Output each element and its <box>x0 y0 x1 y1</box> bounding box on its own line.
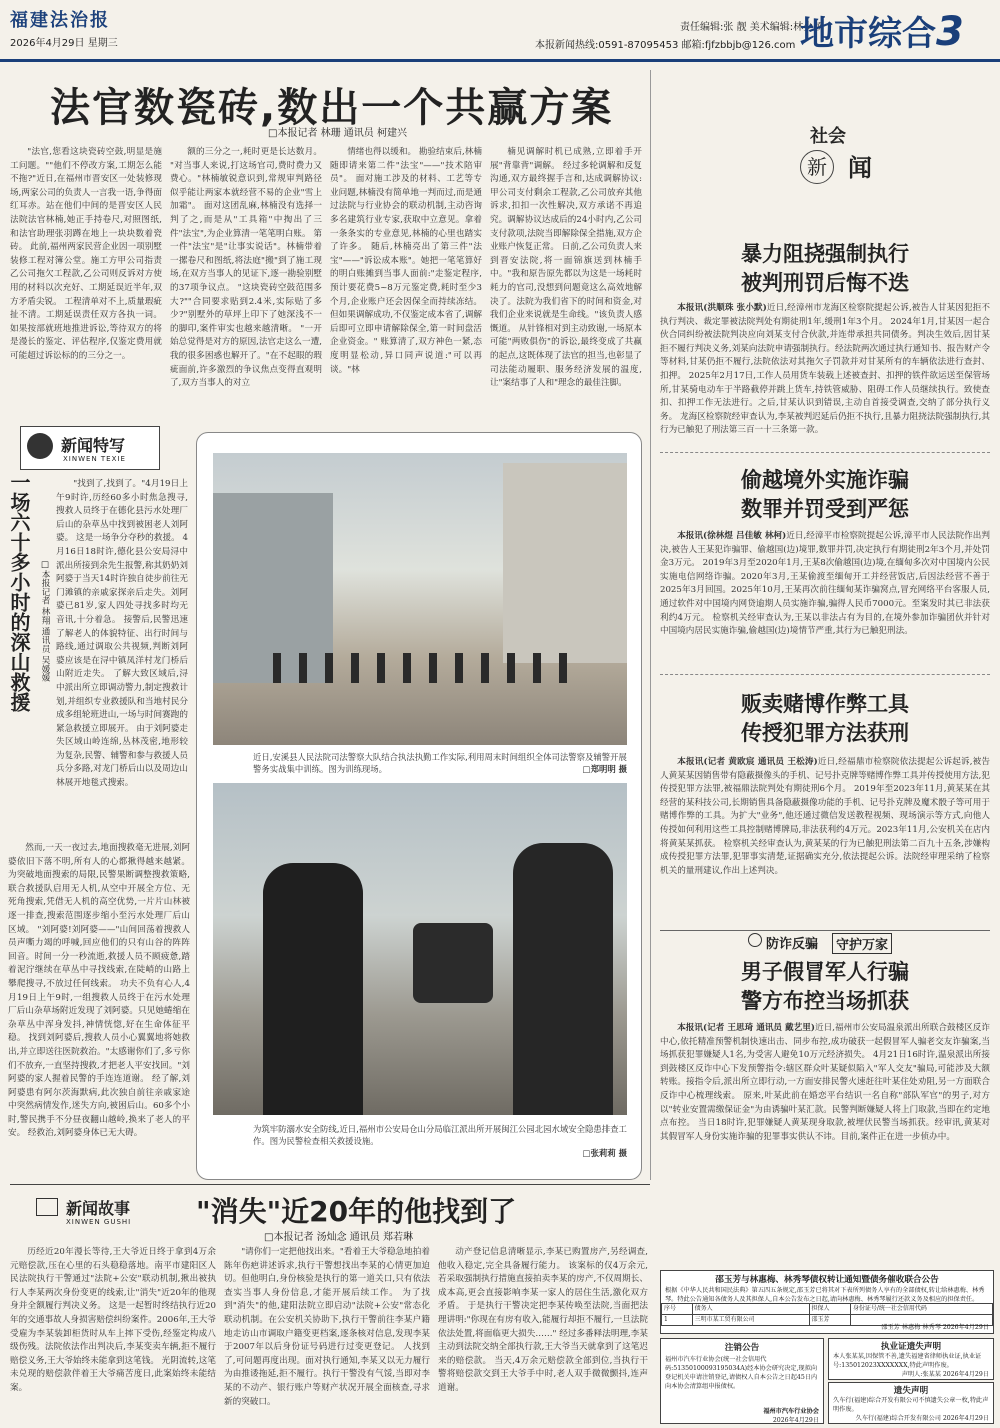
feature-column-bottom <box>8 842 190 1172</box>
column-divider <box>650 70 651 1180</box>
divider <box>660 452 990 453</box>
feature-column-top <box>56 478 188 838</box>
a4-headline-line1: 男子假冒军人行骗 <box>741 960 909 984</box>
news-label-b: 闻 <box>848 154 872 182</box>
notice-text: 福州市汽车行业协会(统一社会信用代码:51350100093195034A)经本协会研究决定,现拟向登记机关申请注销登记,请债权人自本公告之日起45日内向本协会清算组申报债权。 <box>665 1356 818 1390</box>
society-label: 社会 <box>810 126 846 147</box>
notice-date: 2026年4月29日 <box>942 1324 989 1331</box>
table-cell: 邵玉芳 <box>809 1315 850 1326</box>
water-safety-photo <box>213 783 627 1115</box>
top-photo-caption: 近日,安溪县人民法院司法警察大队结合执法执勤工作实际,利用周末时间组织全体司法警察及辅警开展警务实战集中训练。图为训练现场。 <box>253 752 627 774</box>
book-icon <box>36 1198 58 1216</box>
notice-signature: 福州市汽车行业协会 <box>763 1408 819 1415</box>
table-cell: 1 <box>662 1315 693 1326</box>
shield-icon <box>748 933 762 947</box>
story-col1-text: 历经近20年漫长等待,王大爷近日终于拿到4万余元赔偿款,压在心里的石头稳稳落地。南平市建阳区人民法院执行干警通过"法院+公安"联动机制,揪出被执行人李某两次身份变更的线索,让"消失"近20年的他现身并全额履行判决义务。 这是一起暂时终结执行近20年的交通事故人身损害赔偿纠纷案件。2006年,王大爷受雇为李某装卸柜货时从车上摔下受伤,经鉴定构成八级伤残。法院依法作出判决后,李某变卖车辆,拒不履行赔偿义务,王大爷始终未能拿到这笔钱。 光阴流转,这笔未兑现的赔偿款伴着王大爷痛苦度日,此案始终未能结案。 <box>10 1247 216 1393</box>
feature-byline: □本报记者 林翔 通讯员 吴媛媛 <box>40 560 50 682</box>
notice-signature-name: 声明人:张某某 <box>901 1371 941 1378</box>
deregistration-notice <box>660 1338 824 1424</box>
story-byline: □本报记者 汤灿念 通讯员 郑若琳 <box>264 1232 413 1243</box>
notice-signature <box>829 1414 993 1423</box>
feature-badge-subtitle: XINWEN TEXIE <box>63 455 126 463</box>
seal-loss-notice <box>828 1382 994 1424</box>
a2-body <box>660 530 990 666</box>
news-label-a: 新 <box>800 150 834 184</box>
officer-left <box>263 863 363 1115</box>
photo-frame <box>196 432 642 1180</box>
a3-body <box>660 756 990 916</box>
fraud-badge-subtitle: 守护万家 <box>832 933 892 954</box>
story-badge <box>36 1194 166 1234</box>
a3-headline-line1: 贩卖赌博作弊工具 <box>741 692 909 716</box>
a2-headline <box>660 466 990 524</box>
lead-column-4 <box>490 146 642 418</box>
fraud-section-bar <box>660 930 990 956</box>
notice-text: 本人张某某,因保管不善,遗失福建省律师执业证,执业证号:135012023XXXXXXX,特此声明作废。 <box>833 1353 982 1369</box>
lead-byline: □本报记者 林珊 通讯员 柯建兴 <box>268 128 407 139</box>
notice-signature-name: 久车行(福建)综合开发有限公司 <box>855 1415 941 1422</box>
a1-body <box>660 302 990 444</box>
feature-bottom-text: 然而,一天一夜过去,地面搜救毫无进展,刘阿婆依旧下落不明,所有人的心都揪得越来越紧。为突破地面搜索的局限,民警果断调整搜救策略,联合救援队启用无人机,从空中开展全方位、无死角搜索,凭借无人机的高空优势,一片片山林被逐一排查,搜索范围逐步缩小至污水处理厂后山区域。 "刘阿婆!刘阿婆——"山间回荡着搜救人员声嘶力竭的呼喊,回应他们的只有山谷的阵阵回音。时间一分一秒流逝,救援人员不顾疲惫,踏着泥泞继续在草丛中寻找线索,在陡峭的山路上攀爬搜寻,不放过任何线索。 功夫不负有心人,4月19日上午9时,一组搜救人员终于在污水处理厂后山杂草场附近发现了刘阿婆。只见她蜷缩在杂草丛中浑身发抖,神情恍惚,好在生命体征平稳。 找到刘阿婆后,搜救人员小心翼翼地将她救出,并立即送往医院救治。"太感谢你们了,多亏你们不放弃,一直坚持搜救,才把老人平安找回。"刘阿婆的家人握着民警的手连连道谢。 经了解,刘阿婆患有阿尔茨海默病,此次独自前往亲戚家途中突然病情发作,迷失方向,被困后山。60多个小时,警民携手不分昼夜翻山越岭,换来了老人的平安。 经救治,刘阿婆身体已无大碍。 <box>8 843 190 1139</box>
notice-title: 遗失声明 <box>893 1386 929 1396</box>
feature-badge <box>20 426 160 470</box>
police-training-photo <box>213 453 627 745</box>
story-column-3 <box>438 1246 648 1422</box>
debt-transfer-notice <box>660 1270 994 1334</box>
feature-top-text: "找到了,找到了。"4月19日上午9时许,历经60多小时焦急搜寻,搜救人员终于在德化县污水处理厂后山的杂草丛中找到被困老人刘阿婆。 这是一场争分夺秒的救援。 4月16日18时许,德化县公安局浔中派出所接到余先生报警,称其奶奶刘阿婆于当天14时许独自徒步前往无门滩镇的亲戚家探亲后走失。刘阿婆已81岁,家人四处寻找多时均无音讯,十分着急。 接警后,民警迅速了解老人的体貌特征、出行时间与路线,通过调取公共视频,判断刘阿婆应该是在浔中镇凤洋村龙门桥后山附近走失。 了解大致区域后,浔中派出所立即调动警力,制定搜救计划,并组织专业救援队和当地村民分成多组轮班进山,一场与时间赛跑的紧急救援立即展开。 由于刘阿婆走失区域山岭连绵,丛林茂密,地形较为复杂,民警、辅警和参与救援人员兵分多路,对龙门桥后山以及周边山林展开地毯式搜索。 <box>56 479 188 789</box>
lead-col1-text: "法官,您看这块瓷砖空鼓,明显是施工问题。""他们不停改方案,工期怎么能不拖?"近日,在福州市晋安区一处装修现场,两家公司的负责人一言我一语,争得面红耳赤。站在他们中间的是晋安区人民法院法官林楠,她正手持卷尺,对照图纸,和法官助理张羽蹲在地上一块块数着瓷砖。 此前,福州两家民营企业因一项别墅装修工程对簿公堂。施工方甲公司指责乙公司拖欠工程款,乙公司则反诉对方使用的材料以次充好、工期延误近半年,双方矛盾尖锐。 工程清单对不上,质量瑕疵扯不清。工期延误责任双方各执一词。如果按部就班地推进诉讼,等待双方的将是漫长的鉴定、评估程序,仅鉴定费用就可能超过诉讼标的的三分之一。 <box>10 147 162 361</box>
notice-date: 2026年4月29日 <box>772 1417 819 1424</box>
notice-signature <box>829 1370 993 1379</box>
a4-text: 近日,福州市公安局温泉派出所联合鼓楼区反诈中心,依托精准预警机制快速出击、同步布控,成功破获一起假冒军人骗老交友诈骗案,当场抓获犯罪嫌疑人1名,为受害人避免10万元经济损失。 4月21日16时许,温泉派出所接到鼓楼区反诈中心下发预警指令:辖区群众叶某疑似陷入"军人交友"骗局,可能涉及大额转账。接指令后,派出所立即行动,一方面安排民警火速赶往叶某住处劝阻,另一方面联合反诈中心梳理线索。 原来,叶某此前在婚恋平台结识一名自称"部队军官"的男子,对方以"转业安置需缴保证金"为由诱骗叶某汇款。民警判断嫌疑人将上门取款,当即在约定地点布控。 当日18时许,犯罪嫌疑人黄某现身取款,被埋伏民警当场抓获。经审讯,黄某对其假冒军人身份实施诈骗的犯罪事实供认不讳。目前,案件正在进一步侦办中。 <box>660 1023 990 1142</box>
story-column-2 <box>224 1246 430 1422</box>
feature-headline: 一场六十多小时的深山救援 <box>7 472 31 712</box>
notice-title: 执业证遗失声明 <box>880 1342 942 1352</box>
a3-headline <box>660 690 990 748</box>
a4-headline-line2: 警方布控当场抓获 <box>741 989 909 1013</box>
story-headline: "消失"近20年的他找到了 <box>196 1195 517 1228</box>
officer-right <box>513 843 613 1115</box>
a2-text: 近日,经漳平市检察院提起公诉,漳平市人民法院作出判决,被告人王某犯诈骗罪、偷越国(边)境罪,数罪并罚,决定执行有期徒刑2年3个月,并处罚金3万元。 2019年3月至2020年1月,王某8次偷越国(边)境,在缅甸多次对中国境内公民实施电信网络诈骗。2020年3月,王某偷渡至缅甸开工并经营饭店,后因法经营不善于2025年3月回国。2025年10月,王某再次前往缅甸某诈骗窝点,冒充网络平台客服人员,通过软件对中国境内网贷逾期人员实施诈骗,骗得人民币7000元。至案发时其已非法获利约4万元。 检察机关经审查认为,王某以非法占有为目的,在境外参加诈骗团伙并针对中国境内居民实施诈骗,偷越国(边)境情节严重,其行为已触犯刑法。 <box>660 531 990 637</box>
a3-headline-line2: 传授犯罪方法获刑 <box>741 721 909 745</box>
a3-text: 近日,经福鼎市检察院依法提起公诉起诉,被告人黄某某因销售带有隐蔽摄像头的手机、记号扑克牌等赌博作弊工具并传授使用方法,犯传授犯罪方法罪,被福鼎法院判处有期徒刑6个月。 2019年至2023年11月,黄某某在其经营的某科技公司,长期销售具备隐蔽摄像功能的手机、记号扑克牌及魔术骰子等可用于赌博作弊的工具。为扩大"业务",他还通过微信发送教程视频、现场演示等方式,向他人传授如何利用这些工具控制赌博牌局,非法获利约4万元。2023年11月,公安机关在店内将黄某某抓获。 检察机关经审查认为,黄某某的行为已触犯刑法第二百九十五条,涉嫌构成传授犯罪方法罪,犯罪事实清楚,证据确实充分,依法提起公诉。法院经审理采纳了检察机关的量刑建议,作出上述判决。 <box>660 757 990 876</box>
a4-byline: 本报讯(记者 王思琦 通讯员 戴艺里) <box>677 1023 815 1033</box>
lead-column-3 <box>330 146 482 418</box>
trainees-line <box>273 653 573 683</box>
divider <box>10 1184 650 1185</box>
a1-headline <box>660 240 990 298</box>
divider <box>660 674 990 675</box>
a4-body <box>660 1022 990 1258</box>
story-badge-subtitle: XINWEN GUSHI <box>66 1218 132 1226</box>
a1-text: 近日,经漳州市龙海区检察院提起公诉,被告人甘某因犯拒不执行判决、裁定罪被法院判处有期徒刑1年,缓刑1年3个月。 2024年1月,甘某因一起合伙合同纠纷被法院判决应向刘某支付合伙款,并连带承担共同债务。判决生效后,因甘某拒不履行判决义务,刘某向法院申请强制执行。经法院两次通过执行通知书、报告财产令等材料,甘某仍拒不履行,法院依法对其拖欠子罚款并对甘某所有的车辆依法进行查封、扣押。 2025年2月17日,工作人员用货车装载上述被查封、扣押的铁件欲运送至保管场所,甘某骑电动车于半路截停并跳上货车,持铁管威胁、阻碍工作人员继续执行。致使查扣、扣押工作无法进行。之后,甘某认识到错误,主动自首接受调查,交纳了部分执行义务。 龙海区检察院经审查认为,李某被判迟延后仍拒不执行,且暴力阻挠法院强制执行,其行为已触犯了刑法第三百一十三条第一款。 <box>660 303 990 436</box>
rescue-equipment <box>413 923 493 1003</box>
fraud-badge-title: 防诈反骗 <box>766 937 819 952</box>
a2-headline-line2: 数罪并罚受到严惩 <box>741 497 909 521</box>
story-col3-text: 动产登记信息清晰显示,李某已购置房产,另经调查,他收入稳定,完全具备履行能力。 该案标的仅4万余元,若采取强制执行措施直接拍卖李某的房产,不仅周期长、成本高,更会直接影响李某一家人的居住生活,激化双方矛盾。 于是执行干警决定把李某传唤至法院,当面把法理讲明:"你现在有房有收入,能履行却拒不履行,一旦法院依法处置,将面临更大损失……" 经过多番释法明理,李某主动到法院交纳全部执行款,王大爷当天就拿到了这笔迟来的赔偿款。 当天,4万余元赔偿款全部到位,当执行干警将赔偿款交到王大爷手中时,老人双手微微颤抖,连声道谢。 <box>438 1247 648 1393</box>
contact-line: 本报新闻热线:0591-87095453 邮箱:fjfzbbjb@126.com <box>535 40 796 51</box>
lead-col3-text: 情绪也得以缓和。 勘验结束后,林楠随即请来第二件"法宝"——"技术陪审员"。 面对施工涉及的材料、工艺等专业问题,林楠没有简单地一判而过,而是通过法院与行业协会的联动机制,主动咨询多名建筑行业专家,获取中立意见。拿着一条条实的专业意见,林楠的心里也踏实了许多。 随后,林楠亮出了第三件"法宝"——"诉讼成本账"。她把一笔笔算好的明白账摊到当事人面前:"走鉴定程序,预计要花费5~8万元鉴定费,耗时至少3个月,企业账户还会因保全而持续冻结。但如果调解成功,不仅鉴定成本省了,调解后即可立即申请解除保全,第一时间盘活企业资金。" 账算清了,双方神色一紧,态度明显松动,异口同声说道:"可以再谈。"林 <box>330 147 482 375</box>
notice-text: 根据《中华人民共和国民法典》第五四五条规定,邵玉芳已将其对下表所列债务人享有的全部债权,转让给林惠梅、林秀琴。特此公告通知各债务人及其担保人,自本公告发布之日起,请向林惠梅、林秀琴履行还款义务及相应的担保责任。 <box>665 1287 985 1303</box>
a1-byline: 本报讯(洪顺珠 张小默) <box>677 303 767 313</box>
masthead <box>0 0 1000 62</box>
story-column-1 <box>10 1246 216 1422</box>
bottom-photo-caption: 为筑牢防溺水安全防线,近日,福州市公安局仓山分局临江派出所开展闽江公园北园水域安全隐患排查工作。图为民警检查相关救援设施。 <box>253 1124 627 1146</box>
story-badge-title: 新闻故事 <box>66 1199 131 1218</box>
lead-column-2 <box>170 146 322 418</box>
lead-column-1 <box>10 146 162 418</box>
a1-headline-line1: 暴力阻挠强制执行 <box>741 242 909 266</box>
section-name: 地市综合 <box>800 14 936 54</box>
table-cell: 三明市某工贸有限公司 <box>692 1315 809 1326</box>
notice-title: 注销公告 <box>724 1343 760 1353</box>
a4-headline <box>660 958 990 1016</box>
a2-headline-line1: 偷越境外实施诈骗 <box>741 468 909 492</box>
section-title <box>800 6 964 55</box>
a2-byline: 本报讯(徐林煜 吕佳敏 林柯) <box>677 531 787 541</box>
a3-byline: 本报讯(记者 黄欧宸 通讯员 王松涛) <box>677 757 818 767</box>
top-photo-credit: □郑明明 摄 <box>582 764 627 774</box>
license-loss-notice <box>828 1338 994 1380</box>
newspaper-logo: 福建法治报 <box>10 10 110 31</box>
notice-text: 久车行(福建)综合开发有限公司不慎遗失公章一枚,特此声明作废。 <box>833 1397 989 1413</box>
table-header: 序号 <box>662 1304 693 1315</box>
notice-title: 邵玉芳与林惠梅、林秀琴债权转让通知暨债务催收联合公告 <box>715 1275 939 1285</box>
notice-date: 2026年4月29日 <box>942 1371 989 1378</box>
lead-headline: 法官数瓷砖,数出一个共赢方案 <box>50 85 614 131</box>
lead-col4-text: 楠见调解时机已成熟,立即着手开展"背靠背"调解。 经过多轮调解和反复沟通,双方最终握手言和,达成调解协议:甲公司支付剩余工程款,乙公司放弃其他诉求,扣扣一次性解决,双方承诺不再追究。调解协议达成后的24小时内,乙公司支付款项,法院当即解除保全措施,双方企业账户恢复正常。 日前,乙公司负责人来到晋安法院,将一面锦旗送到林楠手中。"我和原告原先都以为这是一场耗时耗力的官司,没想到问题竟这么高效地解决了。法院为我们省下的时间和资金,对我们企业来说就是生命线。"该负责人感慨道。 从针锋相对到主动致谢,一场原本可能"两败俱伤"的诉讼,最终变成了共赢的起点,这既体现了法官的担当,也彰显了司法能动履职、服务经济发展的温度,让"案结事了人和"理念的最佳注脚。 <box>490 147 642 389</box>
table-header: 身份证号/统一社会信用代码 <box>850 1304 992 1315</box>
camera-icon <box>27 433 53 459</box>
notice-date: 2026年4月29日 <box>942 1415 989 1422</box>
a1-headline-line2: 被判刑罚后悔不迭 <box>741 271 909 295</box>
bottom-photo-credit: □张莉莉 摄 <box>582 1148 627 1158</box>
table-header: 债务人 <box>692 1304 809 1315</box>
page-number: 3 <box>936 9 964 55</box>
issue-date: 2026年4月29日 星期三 <box>10 38 118 49</box>
table-header: 担保人 <box>809 1304 850 1315</box>
notice-signature <box>881 1323 989 1332</box>
editors-line: 责任编辑:张 靓 美术编辑:林少颖 <box>680 22 824 33</box>
feature-badge-title: 新闻特写 <box>61 436 126 455</box>
building-right <box>503 463 627 663</box>
story-col2-text: "请你们一定把他找出来。"看着王大爷稳急地拍着陈年伤疤讲述诉求,执行干警想找出李某的心情更加迫切。但他明白,身份核验是执行的第一道关口,只有依法查实当事人身份信息,才能开展后续工作。 为了找到"消失"的他,建阳法院立即启动"法院+公安"常态化联动机制。在公安机关协助下,执行干警前往李某户籍地走访山市调取户籍变更档案,逐条核对信息,发现李某于2007年以后身份证号码进行过变更登记。 人找到了,可问题再度出现。面对执行通知,李某又以无力履行为由推诿拖延,拒不履行。执行干警没有气馁,当即对李某的不动产、银行账户等财产状况开展全面核查,寻求新的突破口。 <box>224 1247 430 1407</box>
notice-signature-names: 邵玉芳 林惠梅 林秀琴 <box>881 1324 941 1331</box>
lead-col2-text: 额的三分之一,耗时更是长达数月。 "对当事人来说,打这场官司,费时费力又费心。"林楠敏锐意识到,常规审判路径似乎能让两家本就经营不易的企业"雪上加霜"。 面对这团乱麻,林楠没有选择一判了之,而是从"工具箱"中掏出了三件"法宝",为企业算清一笔笔明白账。 第一件"法宝"是"让事实说话"。林楠带着一摞卷尺和图纸,将法庭"搬"到了施工现场,在双方当事人的见证下,逐一勘验别墅的37项争议点。 "这块瓷砖空鼓范围多大?""合同要求贴到2.4米,实际贴了多少?"别墅外的草坪上印下了她深浅不一的脚印,案件审实也越来越清晰。 "一开始总觉得是对方的原因,法官走这么一遭,我的很多困惑也解开了。"在不起眼的瑕疵面前,许多激烈的争议焦点变得直观明了,双方当事人的对立 <box>170 147 322 389</box>
